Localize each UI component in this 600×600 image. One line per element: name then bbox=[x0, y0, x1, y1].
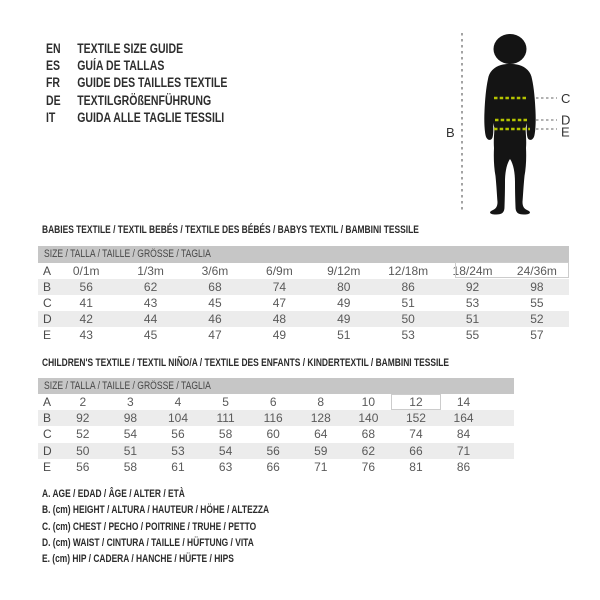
size-cell: 53 bbox=[401, 328, 415, 343]
hip-label: E bbox=[561, 124, 570, 140]
size-cell: 47 bbox=[272, 295, 287, 310]
size-row bbox=[38, 459, 514, 475]
size-cell: 3/6m bbox=[201, 263, 229, 278]
size-cell: 56 bbox=[171, 427, 185, 442]
size-row bbox=[38, 295, 569, 311]
size-cell: 12/18m bbox=[388, 263, 429, 278]
measurement-legend bbox=[42, 486, 333, 567]
size-cell: 52 bbox=[530, 312, 544, 327]
size-cell: 50 bbox=[401, 312, 415, 327]
table-header-label: SIZE / TALLA / TAILLE / GRÖSSE / TAGLIA bbox=[44, 379, 211, 392]
size-cell: 111 bbox=[216, 411, 235, 426]
language-code: FR bbox=[46, 75, 61, 91]
size-cell: 61 bbox=[171, 459, 185, 474]
size-cell: 81 bbox=[409, 459, 423, 474]
size-cell: 71 bbox=[456, 443, 471, 458]
language-label: GUIDA ALLE TAGLIE TESSILI bbox=[77, 109, 225, 125]
size-cell: 55 bbox=[530, 295, 544, 310]
row-label: A bbox=[43, 263, 52, 278]
language-list bbox=[46, 40, 279, 126]
size-cell: 24/36m bbox=[516, 263, 557, 278]
size-row bbox=[38, 410, 514, 426]
size-cell: 84 bbox=[456, 427, 471, 442]
size-cell: 51 bbox=[337, 328, 351, 343]
size-cell: 48 bbox=[272, 312, 287, 327]
row-label: B bbox=[43, 411, 52, 426]
row-label: E bbox=[43, 328, 52, 343]
size-cell: 51 bbox=[465, 312, 480, 327]
size-cell: 98 bbox=[123, 411, 138, 426]
size-row bbox=[38, 443, 514, 459]
size-cell: 6/9m bbox=[266, 263, 293, 278]
size-cell: 92 bbox=[76, 411, 90, 426]
size-cell: 68 bbox=[208, 279, 222, 294]
legend-line: B. (cm) HEIGHT / ALTURA / HAUTEUR / HÖHE / ALTEZZA bbox=[42, 504, 270, 517]
children-table-title: CHILDREN'S TEXTILE / TEXTIL NIÑO/A / TEXTILE DES ENFANTS / KINDERTEXTIL / BAMBINI TESSILE bbox=[42, 357, 450, 369]
language-code: DE bbox=[46, 92, 61, 108]
size-cell: 43 bbox=[79, 328, 93, 343]
language-row bbox=[46, 57, 227, 74]
child-figure-svg bbox=[440, 15, 585, 225]
size-cell: 46 bbox=[208, 312, 222, 327]
table-header-label: SIZE / TALLA / TAILLE / GRÖSSE / TAGLIA bbox=[44, 248, 211, 260]
size-cell: 45 bbox=[208, 295, 222, 310]
size-cell: 52 bbox=[76, 427, 90, 442]
language-row bbox=[46, 74, 227, 91]
size-cell: 3 bbox=[127, 395, 134, 409]
size-cell: 50 bbox=[76, 443, 90, 458]
size-cell: 64 bbox=[314, 427, 328, 442]
language-label: TEXTILGRÖßENFÜHRUNG bbox=[77, 92, 212, 108]
size-cell: 66 bbox=[266, 459, 280, 474]
language-label: GUIDE DES TAILLES TEXTILE bbox=[77, 75, 228, 91]
size-cell: 55 bbox=[465, 328, 480, 343]
row-label: A bbox=[43, 395, 52, 409]
language-code: IT bbox=[46, 109, 56, 125]
size-cell: 45 bbox=[143, 328, 158, 343]
row-label: C bbox=[43, 295, 52, 310]
size-cell: 56 bbox=[76, 459, 90, 474]
child-silhouette-head bbox=[494, 34, 527, 64]
language-label: TEXTILE SIZE GUIDE bbox=[77, 41, 184, 56]
size-cell: 6 bbox=[269, 395, 277, 409]
children-size-table bbox=[38, 378, 514, 475]
size-cell: 66 bbox=[409, 443, 423, 458]
legend-line: A. AGE / EDAD / ÂGE / ALTER / ETÀ bbox=[42, 488, 185, 500]
highlight-box-children bbox=[391, 394, 441, 410]
size-cell: 92 bbox=[465, 279, 480, 294]
size-cell: 71 bbox=[314, 459, 328, 474]
size-cell: 76 bbox=[361, 459, 376, 474]
row-label: D bbox=[43, 443, 52, 458]
language-code: EN bbox=[46, 41, 61, 56]
size-cell: 42 bbox=[79, 312, 93, 327]
size-cell: 59 bbox=[314, 443, 328, 458]
language-row bbox=[46, 92, 227, 109]
size-row bbox=[38, 426, 514, 442]
size-cell: 53 bbox=[465, 295, 480, 310]
size-cell: 44 bbox=[143, 312, 158, 327]
size-cell: 1/3m bbox=[137, 263, 164, 278]
size-row bbox=[38, 279, 569, 295]
size-cell: 68 bbox=[361, 427, 376, 442]
legend-line: E. (cm) HIP / CADERA / HANCHE / HÜFTE / HIPS bbox=[42, 553, 234, 566]
size-cell: 4 bbox=[174, 395, 182, 409]
size-cell: 140 bbox=[358, 411, 379, 426]
waist-label: D bbox=[561, 112, 571, 128]
babies-size-table bbox=[38, 246, 569, 343]
child-silhouette bbox=[484, 64, 535, 215]
size-cell: 74 bbox=[409, 427, 423, 442]
size-cell: 80 bbox=[337, 279, 351, 294]
size-cell: 18/24m bbox=[452, 263, 493, 278]
size-cell: 49 bbox=[272, 328, 287, 343]
size-cell: 54 bbox=[218, 443, 233, 458]
language-code: ES bbox=[46, 58, 61, 74]
size-cell: 164 bbox=[453, 411, 474, 426]
size-cell: 98 bbox=[530, 279, 544, 294]
size-cell: 43 bbox=[143, 295, 158, 310]
row-label: D bbox=[43, 312, 52, 327]
size-cell: 56 bbox=[79, 279, 93, 294]
size-cell: 104 bbox=[167, 411, 188, 426]
size-cell: 10 bbox=[361, 395, 376, 409]
row-label: B bbox=[43, 279, 52, 294]
size-cell: 5 bbox=[222, 395, 229, 409]
size-cell: 41 bbox=[79, 295, 93, 310]
size-cell: 54 bbox=[123, 427, 138, 442]
size-cell: 152 bbox=[405, 411, 426, 426]
size-cell: 47 bbox=[208, 328, 222, 343]
size-cell: 9/12m bbox=[327, 263, 361, 278]
size-cell: 2 bbox=[79, 395, 87, 409]
size-cell: 0/1m bbox=[72, 263, 100, 278]
row-label: C bbox=[43, 427, 52, 442]
size-cell: 58 bbox=[123, 459, 138, 474]
size-cell: 51 bbox=[401, 295, 415, 310]
size-cell: 53 bbox=[171, 443, 185, 458]
size-cell: 57 bbox=[530, 328, 544, 343]
table-header bbox=[38, 246, 569, 263]
size-cell: 14 bbox=[456, 395, 471, 409]
size-cell: 116 bbox=[263, 411, 283, 426]
size-cell: 49 bbox=[337, 295, 351, 310]
size-cell: 58 bbox=[218, 427, 233, 442]
size-cell: 128 bbox=[310, 411, 331, 426]
table-header bbox=[38, 378, 514, 395]
language-label: GUÍA DE TALLAS bbox=[77, 58, 165, 74]
babies-table-title: BABIES TEXTILE / TEXTIL BEBÉS / TEXTILE DES BÉBÉS / BABYS TEXTIL / BAMBINI TESSILE bbox=[42, 224, 419, 236]
legend-line: C. (cm) CHEST / PECHO / POITRINE / TRUHE / PETTO bbox=[42, 520, 257, 533]
size-row bbox=[38, 311, 569, 327]
size-cell: 74 bbox=[272, 279, 287, 294]
size-cell: 8 bbox=[317, 395, 325, 409]
size-cell: 51 bbox=[123, 443, 138, 458]
size-cell: 49 bbox=[337, 312, 351, 327]
size-cell: 56 bbox=[266, 443, 280, 458]
size-row bbox=[38, 327, 569, 343]
language-row bbox=[46, 109, 227, 126]
chest-label: C bbox=[561, 91, 571, 106]
language-row bbox=[46, 40, 227, 57]
size-cell: 63 bbox=[218, 459, 233, 474]
size-cell: 60 bbox=[266, 427, 280, 442]
legend-line: D. (cm) WAIST / CINTURA / TAILLE / HÜFTUNG / VITA bbox=[42, 536, 254, 549]
size-cell: 62 bbox=[143, 279, 158, 294]
highlight-box-babies bbox=[455, 262, 569, 278]
height-label: B bbox=[446, 125, 455, 140]
size-cell: 62 bbox=[361, 443, 376, 458]
size-cell: 86 bbox=[456, 459, 471, 474]
row-label: E bbox=[43, 459, 52, 474]
size-cell: 12 bbox=[409, 395, 423, 409]
size-row bbox=[38, 394, 514, 410]
size-cell: 86 bbox=[401, 279, 415, 294]
